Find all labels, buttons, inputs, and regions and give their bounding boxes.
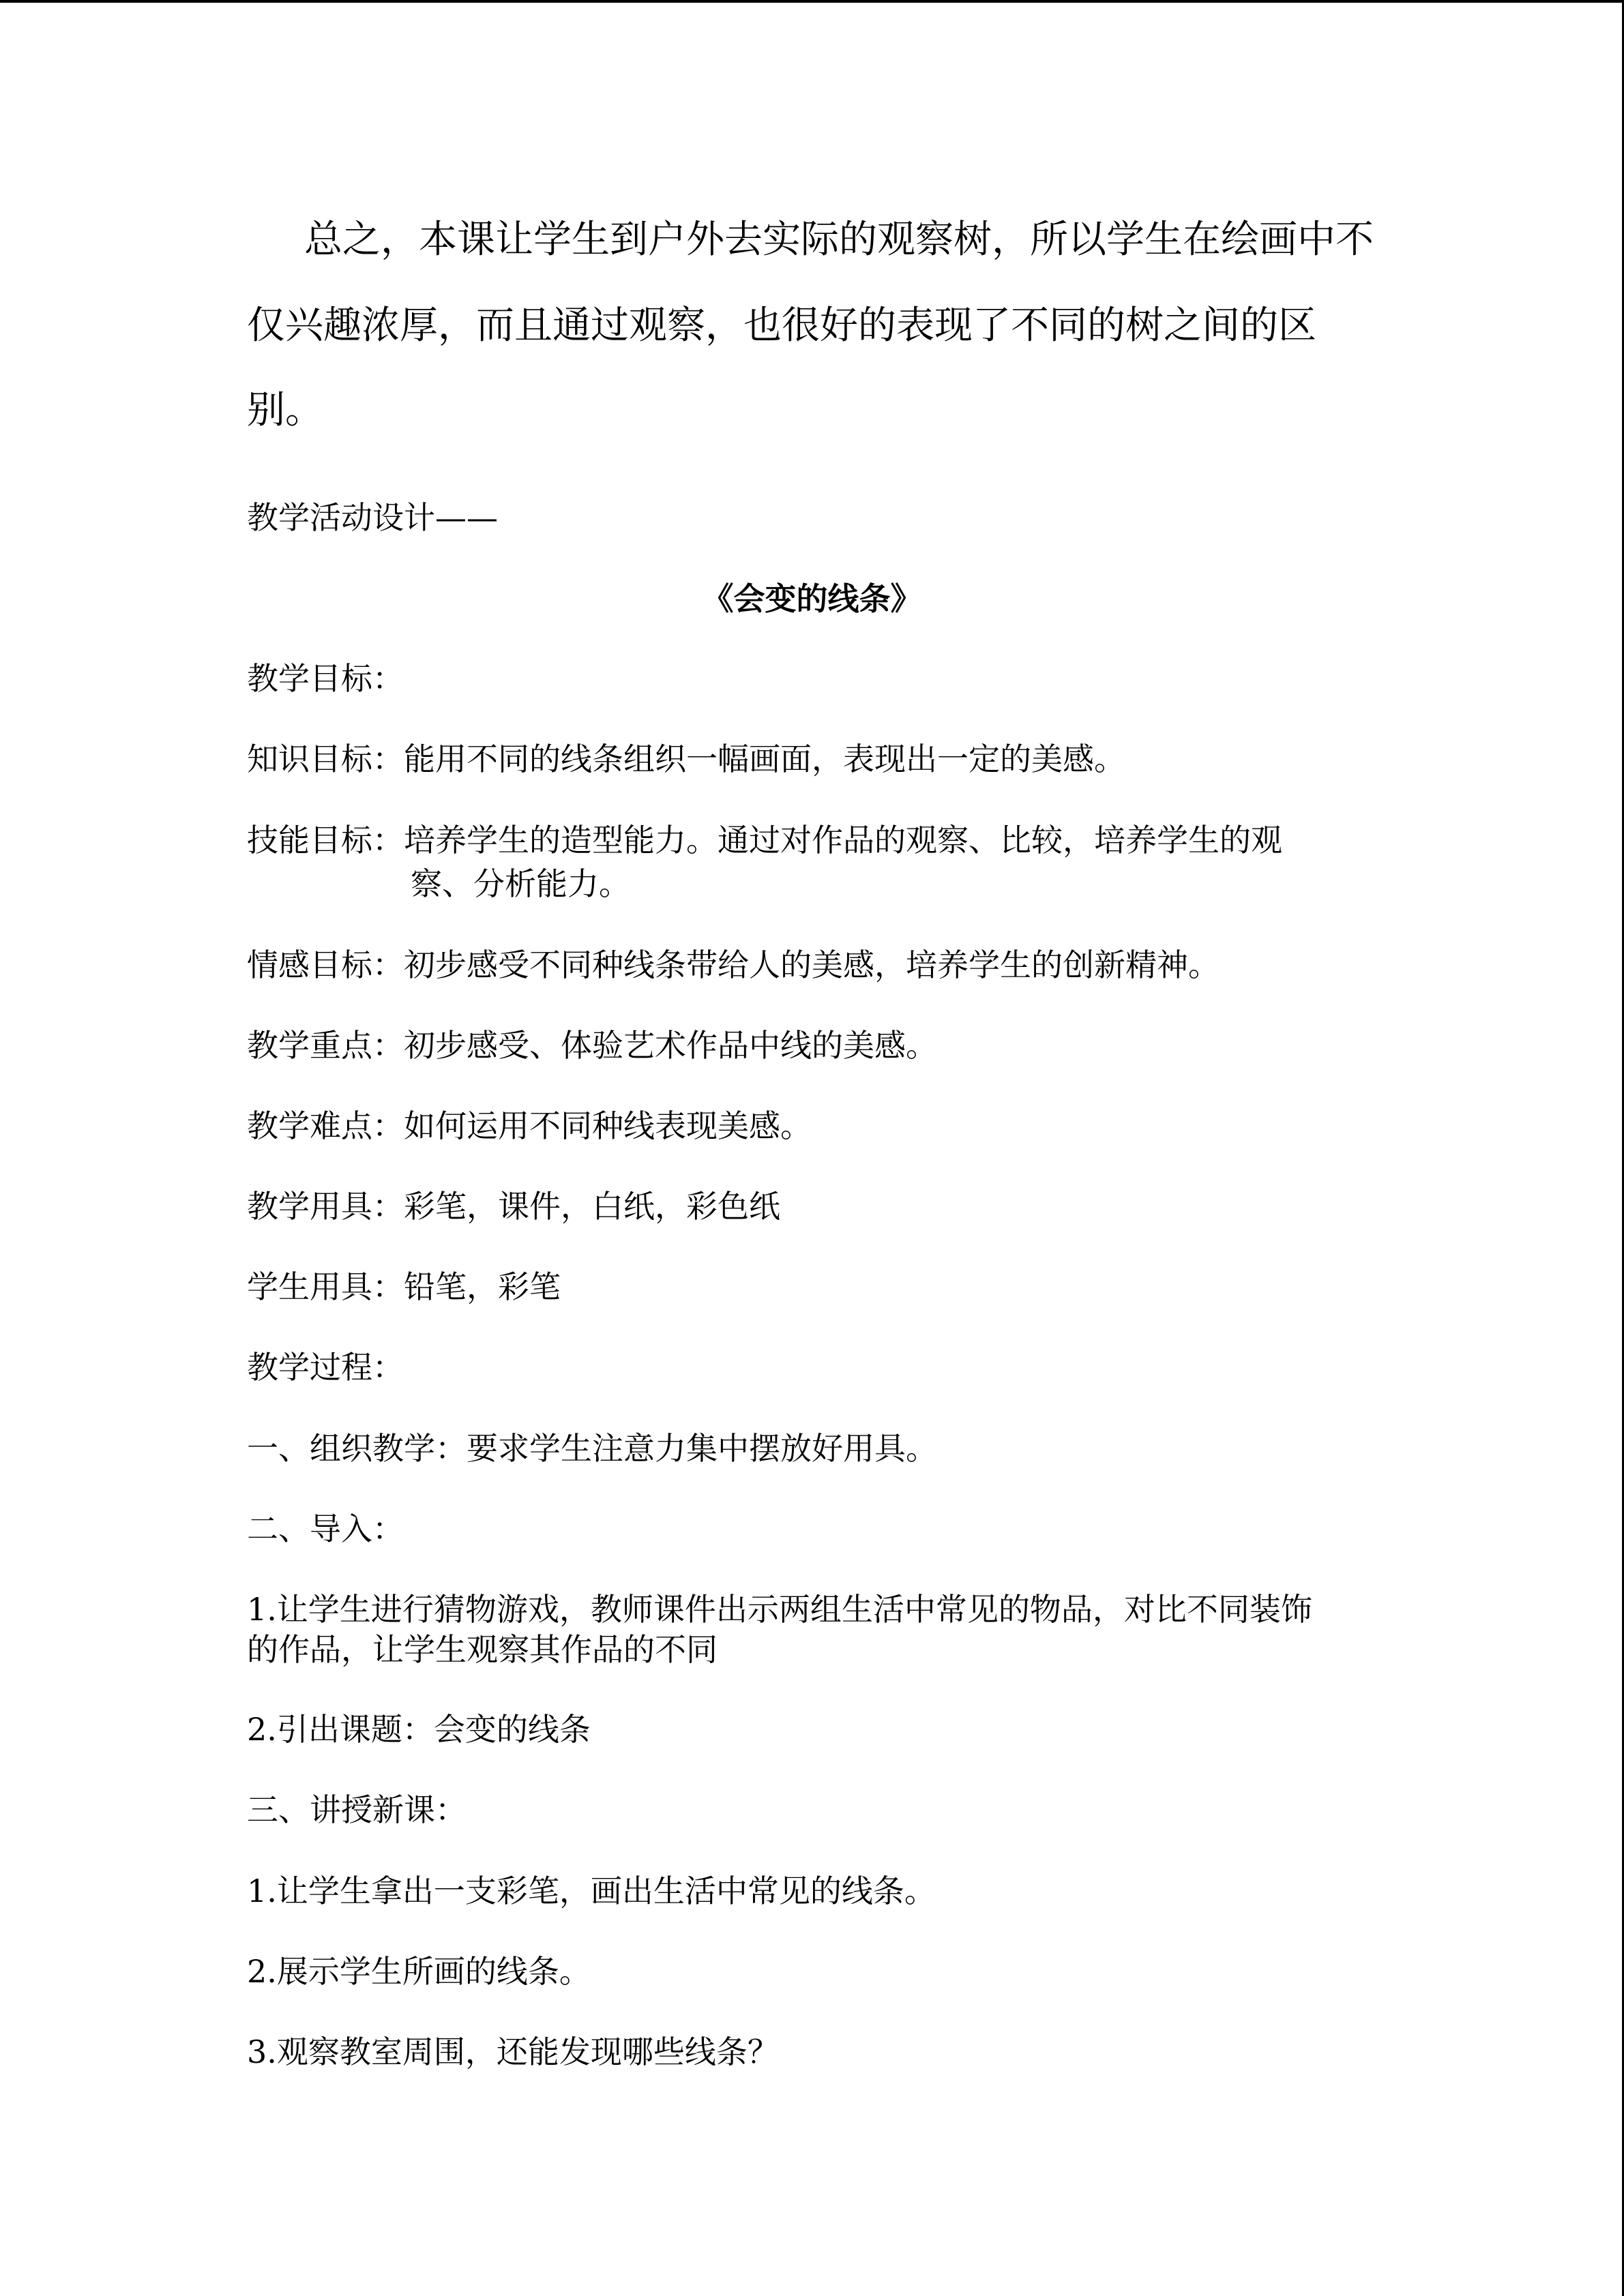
skill-goal-line-1: 技能目标：培养学生的造型能力。通过对作品的观察、比较，培养学生的观 bbox=[247, 822, 1282, 859]
step-3-item-2: 2.展示学生所画的线条。 bbox=[247, 1953, 591, 1990]
step-3-item-3: 3.观察教室周围，还能发现哪些线条？ bbox=[247, 2033, 779, 2070]
key-point: 教学重点：初步感受、体验艺术作品中线的美感。 bbox=[247, 1027, 937, 1064]
section-label: 教学活动设计—— bbox=[247, 499, 498, 536]
intro-paragraph-line-2: 仅兴趣浓厚，而且通过观察，也很好的表现了不同的树之间的区 bbox=[247, 303, 1316, 348]
step-1-organize: 一、组织教学：要求学生注意力集中摆放好用具。 bbox=[247, 1430, 937, 1467]
difficult-point: 教学难点：如何运用不同种线表现美感。 bbox=[247, 1107, 812, 1144]
step-2-heading: 二、导入： bbox=[247, 1510, 404, 1547]
step-3-heading: 三、讲授新课： bbox=[247, 1791, 467, 1828]
skill-goal-line-2: 察、分析能力。 bbox=[411, 865, 630, 902]
step-3-item-1: 1.让学生拿出一支彩笔，画出生活中常见的线条。 bbox=[247, 1873, 936, 1909]
top-border-line bbox=[0, 0, 1624, 3]
intro-paragraph-line-1: 总之，本课让学生到户外去实际的观察树，所以学生在绘画中不 bbox=[304, 218, 1374, 262]
teaching-tools: 教学用具：彩笔，课件，白纸，彩色纸 bbox=[247, 1188, 780, 1225]
process-heading: 教学过程： bbox=[247, 1349, 404, 1386]
step-2-item-1-line-1: 1.让学生进行猜物游戏，教师课件出示两组生活中常见的物品，对比不同装饰 bbox=[247, 1591, 1312, 1628]
emotion-goal: 情感目标：初步感受不同种线条带给人的美感，培养学生的创新精神。 bbox=[247, 946, 1220, 983]
goals-heading: 教学目标： bbox=[247, 660, 404, 697]
lesson-title: 《会变的线条》 bbox=[702, 580, 922, 617]
student-tools: 学生用具：铅笔，彩笔 bbox=[247, 1268, 561, 1305]
step-2-item-2: 2.引出课题：会变的线条 bbox=[247, 1711, 591, 1748]
knowledge-goal: 知识目标：能用不同的线条组织一幅画面，表现出一定的美感。 bbox=[247, 741, 1125, 777]
step-2-item-1-line-2: 的作品，让学生观察其作品的不同 bbox=[247, 1631, 718, 1668]
intro-paragraph-line-3: 别。 bbox=[247, 388, 323, 432]
